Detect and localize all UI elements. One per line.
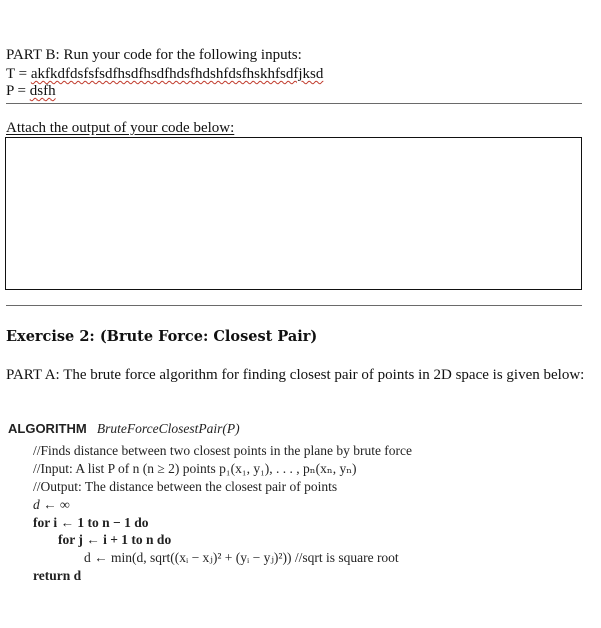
t-value: akfkdfdsfsfsdfhsdfhsdfhdsfhdshfdsfhskhfsdfjksd	[30, 66, 324, 82]
algorithm-init: d ← ∞	[33, 497, 70, 512]
output-value	[6, 138, 581, 146]
algorithm-update: d ← min(d, sqrt((xᵢ − xⱼ)² + (yᵢ − yⱼ)²)) //sqrt is square root	[84, 550, 399, 565]
algorithm-outer-loop: for i ← 1 to n − 1 do	[33, 515, 149, 530]
part-a-text: PART A: The brute force algorithm for finding closest pair of points in 2D space is given below:	[6, 367, 585, 383]
p-label: P =	[6, 83, 30, 99]
pattern-input-line	[6, 83, 56, 100]
algorithm-return: return d	[33, 568, 82, 583]
p-value: dsfh	[29, 83, 56, 99]
algorithm-keyword: ALGORITHM	[8, 421, 87, 436]
algorithm-header	[8, 421, 240, 436]
attach-output-text: Attach the output of your code below:	[6, 120, 235, 136]
algorithm-comment-2: //Input: A list P of n (n ≥ 2) points p₁(x₁, y₁), . . . , pₙ(xₙ, yₙ)	[33, 461, 357, 476]
algorithm-inner-loop: for j ← i + 1 to n do	[58, 532, 172, 547]
part-b-heading: PART B: Run your code for the following inputs:	[6, 47, 302, 63]
attach-output-label	[6, 120, 234, 137]
section-divider	[6, 103, 582, 104]
algorithm-comment-3: //Output: The distance between the closest pair of points	[33, 479, 338, 494]
exercise-2-title: Exercise 2: (Brute Force: Closest Pair)	[6, 328, 318, 345]
section-divider-2	[6, 305, 582, 306]
output-answer-box[interactable]	[5, 137, 582, 290]
text-input-line	[6, 66, 323, 83]
algorithm-comment-1: //Finds distance between two closest points in the plane by brute force	[33, 443, 413, 458]
algorithm-name: BruteForceClosestPair(P)	[96, 421, 240, 436]
t-label: T =	[6, 66, 31, 82]
